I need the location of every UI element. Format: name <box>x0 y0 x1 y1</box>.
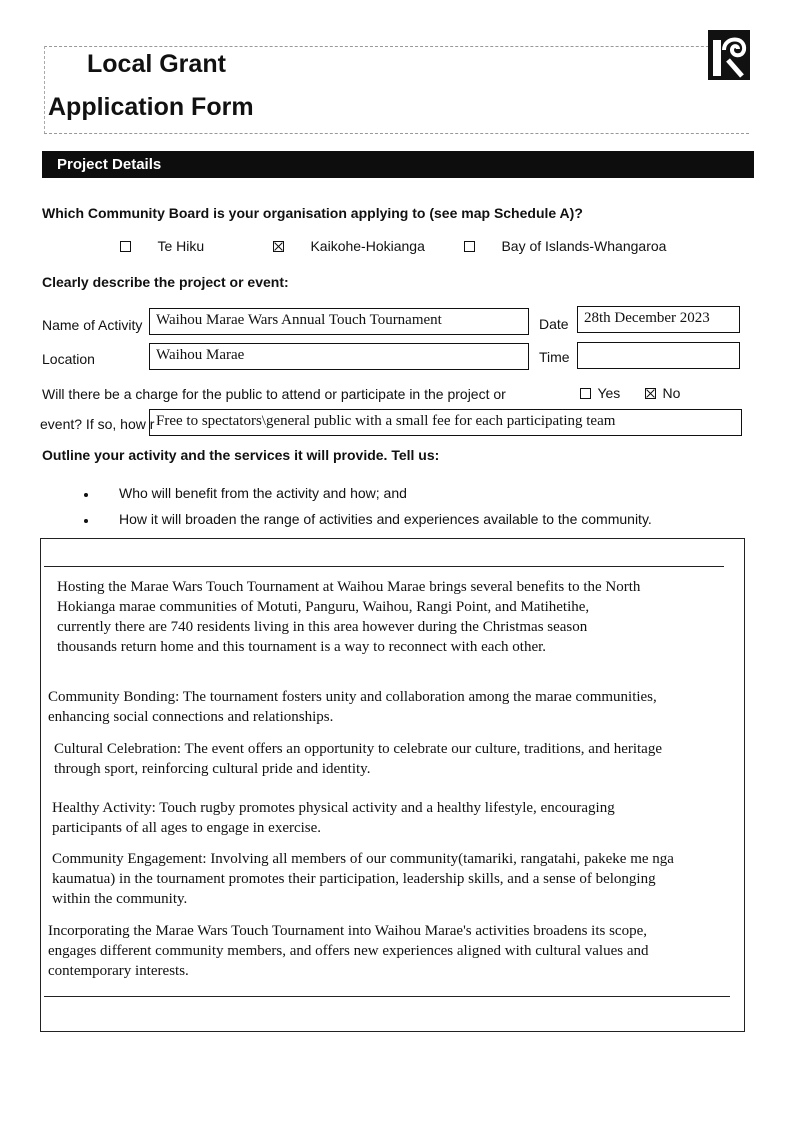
outline-bullet-2: How it will broaden the range of activities and experiences available to the community. <box>119 511 652 527</box>
description-paragraph-health <box>52 798 615 838</box>
date-field[interactable]: 28th December 2023 <box>577 306 740 333</box>
header-left-border <box>44 46 45 134</box>
description-paragraph-bonding <box>48 687 657 727</box>
paragraph-line: within the community. <box>52 891 188 907</box>
outline-heading: Outline your activity and the services it will provide. Tell us: <box>42 447 440 463</box>
charge-yes-option[interactable] <box>580 385 620 403</box>
board-option-label: Te Hiku <box>157 238 205 254</box>
paragraph-line: participants of all ages to engage in exercise. <box>52 820 322 836</box>
checkbox-checked-icon[interactable] <box>645 388 656 399</box>
description-paragraph-intro <box>57 577 640 657</box>
paragraph-line: Hokianga marae communities of Motuti, Panguru, Waihou, Rangi Point, and Matihetihe, <box>57 599 590 615</box>
paragraph-line: enhancing social connections and relationships. <box>48 709 334 725</box>
community-board-question: Which Community Board is your organisation applying to (see map Schedule A)? <box>42 205 583 221</box>
description-bottom-rule <box>44 996 730 997</box>
header-top-border <box>44 46 749 47</box>
time-label: Time <box>539 349 570 365</box>
header-bottom-border <box>44 133 749 134</box>
board-option-label: Kaikohe-Hokianga <box>310 238 425 254</box>
checkbox-icon[interactable] <box>464 241 475 252</box>
board-option-kaikohe-hokianga[interactable] <box>273 238 425 256</box>
description-top-rule <box>44 566 724 567</box>
paragraph-line: through sport, reinforcing cultural pride and identity. <box>54 761 371 777</box>
checkbox-icon[interactable] <box>580 388 591 399</box>
form-title-line1: Local Grant <box>87 50 226 78</box>
paragraph-line: contemporary interests. <box>48 963 189 979</box>
paragraph-line: Incorporating the Marae Wars Touch Tournament into Waihou Marae's activities broadens its scope, <box>48 923 647 939</box>
board-option-te-hiku[interactable] <box>120 238 204 256</box>
charge-no-option[interactable] <box>645 385 680 403</box>
location-label: Location <box>42 351 95 367</box>
board-option-bay-of-islands[interactable] <box>464 238 666 256</box>
outline-bullet-1: Who will benefit from the activity and how; and <box>119 485 407 501</box>
name-of-activity-field[interactable]: Waihou Marae Wars Annual Touch Tournament <box>149 308 529 335</box>
location-field[interactable]: Waihou Marae <box>149 343 529 370</box>
paragraph-line: engages different community members, and offers new experiences aligned with cultural values and <box>48 943 649 959</box>
charge-question-line1: Will there be a charge for the public to attend or participate in the project or <box>42 386 506 402</box>
paragraph-line: Hosting the Marae Wars Touch Tournament at Waihou Marae brings several benefits to the North <box>57 579 641 595</box>
description-paragraph-engagement <box>52 849 674 909</box>
paragraph-line: Community Bonding: The tournament fosters unity and collaboration among the marae communities, <box>48 689 657 705</box>
form-title-line2: Application Form <box>48 93 254 121</box>
section-header-project-details: Project Details <box>42 151 754 178</box>
name-of-activity-label: Name of Activity <box>42 317 143 333</box>
description-paragraph-summary <box>48 921 649 981</box>
charge-question-line2: event? If so, how r <box>40 416 155 432</box>
bullet-icon <box>84 493 88 497</box>
paragraph-line: Cultural Celebration: The event offers an opportunity to celebrate our culture, traditions, and heritage <box>54 741 662 757</box>
paragraph-line: kaumatua) in the tournament promotes their participation, leadership skills, and a sense of belonging <box>52 871 656 887</box>
charge-answer-field[interactable]: Free to spectators\general public with a small fee for each participating team <box>149 409 742 436</box>
charge-no-label: No <box>662 385 681 401</box>
time-field[interactable] <box>577 342 740 369</box>
charge-yes-label: Yes <box>597 385 621 401</box>
checkbox-checked-icon[interactable] <box>273 241 284 252</box>
bullet-icon <box>84 519 88 523</box>
paragraph-line: currently there are 740 residents living in this area however during the Christmas season <box>57 619 588 635</box>
date-label: Date <box>539 316 569 332</box>
description-paragraph-culture <box>54 739 662 779</box>
paragraph-line: thousands return home and this tournament is a way to reconnect with each other. <box>57 639 547 655</box>
paragraph-line: Community Engagement: Involving all members of our community(tamariki, rangatahi, pakeke me nga <box>52 851 674 867</box>
describe-project-label: Clearly describe the project or event: <box>42 274 289 290</box>
council-logo-icon <box>708 30 750 80</box>
checkbox-icon[interactable] <box>120 241 131 252</box>
board-option-label: Bay of Islands-Whangaroa <box>501 238 667 254</box>
paragraph-line: Healthy Activity: Touch rugby promotes physical activity and a healthy lifestyle, encouraging <box>52 800 615 816</box>
